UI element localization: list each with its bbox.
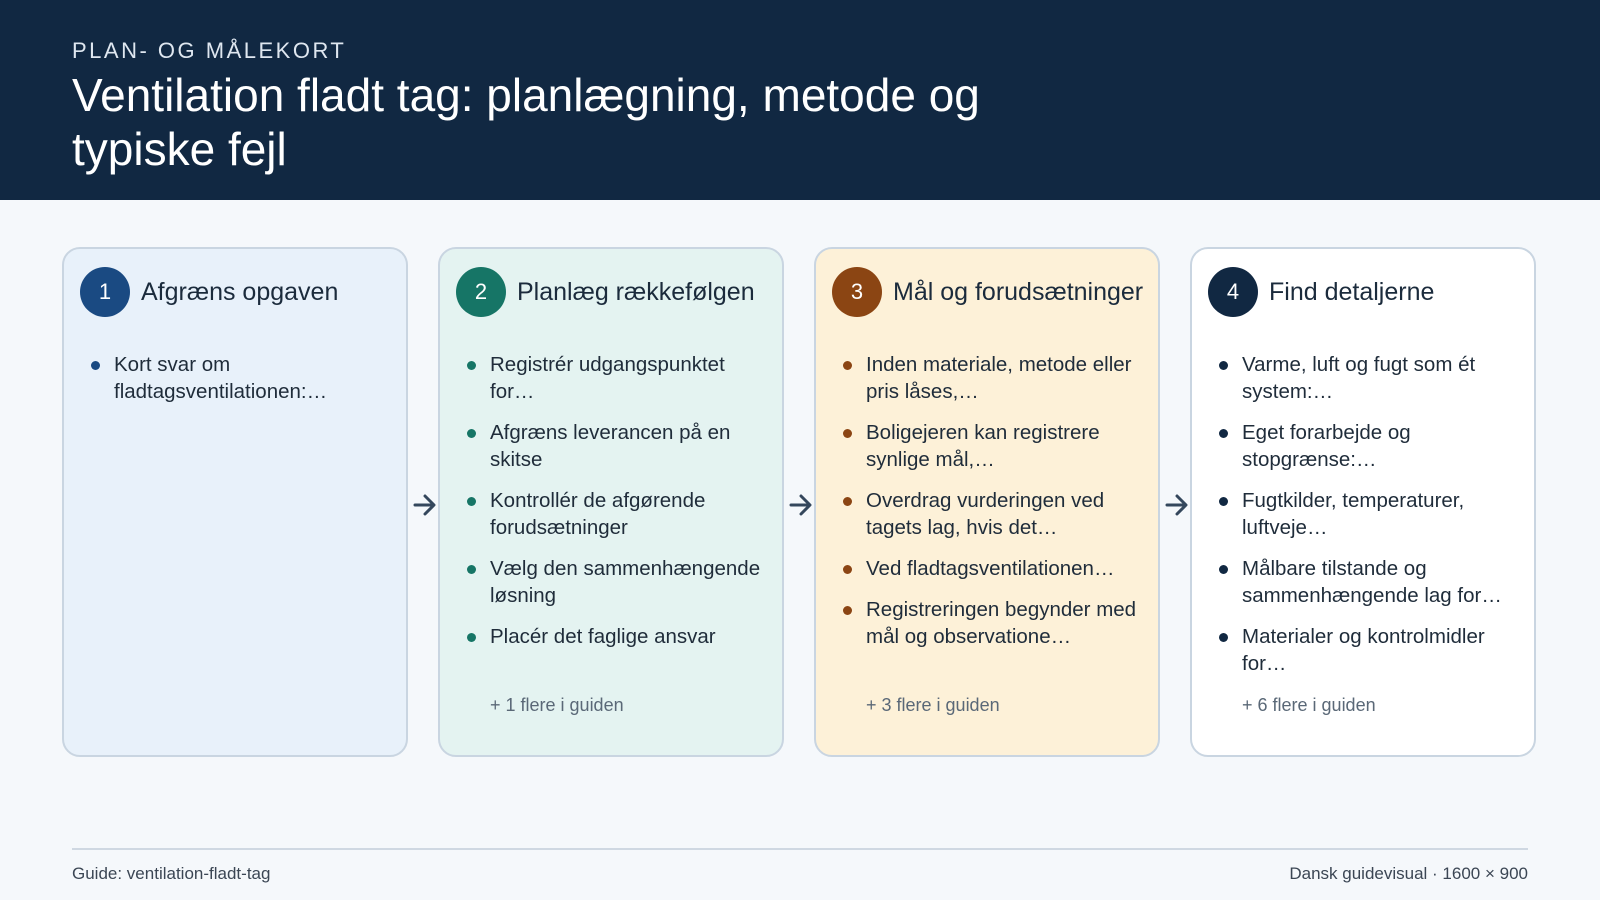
list-item (1192, 487, 1534, 541)
list-item-text: Placér det faglige ansvar (490, 625, 716, 648)
list-item-text: Ved fladtagsventilationen… (866, 557, 1115, 580)
list-item (440, 487, 782, 541)
list-item (816, 351, 1158, 405)
step-card-header (1208, 267, 1538, 317)
list-item-text: Kontrollér de afgørende forudsætninger (490, 489, 706, 539)
list-item (816, 596, 1158, 650)
list-item (1192, 623, 1534, 677)
bullet-dot-icon (91, 361, 100, 370)
bullet-dot-icon (843, 361, 852, 370)
list-item-text: Boligejeren kan registrere synlige mål,… (866, 421, 1100, 471)
list-item (1192, 555, 1534, 609)
step-title: Afgræns opgaven (141, 278, 339, 306)
flow-arrow-icon (789, 492, 813, 518)
bullet-dot-icon (843, 429, 852, 438)
more-in-guide-note: + 1 flere i guiden (490, 695, 624, 715)
list-item (816, 419, 1158, 473)
step-title: Mål og forudsætninger (893, 278, 1144, 306)
bullet-dot-icon (843, 497, 852, 506)
list-item (1192, 351, 1534, 405)
bullet-dot-icon (843, 565, 852, 574)
list-item-text: Afgræns leverancen på en skitse (490, 421, 731, 471)
header-banner (0, 0, 1600, 200)
flow-arrow-icon (413, 492, 437, 518)
step-card-4 (1190, 247, 1536, 757)
step-card-2 (438, 247, 784, 757)
bullet-dot-icon (1219, 497, 1228, 506)
bullet-dot-icon (467, 565, 476, 574)
list-item (1192, 419, 1534, 473)
step-card-1 (62, 247, 408, 757)
bullet-dot-icon (1219, 429, 1228, 438)
step-title: Find detaljerne (1269, 278, 1435, 306)
list-item (440, 555, 782, 609)
more-in-guide-note: + 6 flere i guiden (1242, 695, 1376, 715)
list-item (440, 419, 782, 473)
footer-guide-label: Guide: ventilation-fladt-tag (72, 864, 271, 883)
footer-divider (72, 848, 1528, 850)
list-item-text: Materialer og kontrolmidler for… (1242, 625, 1485, 675)
list-item-text: Registrér udgangspunktet for… (490, 353, 725, 403)
step-item-list (1192, 351, 1534, 691)
bullet-dot-icon (1219, 361, 1228, 370)
list-item-text: Målbare tilstande og sammenhængende lag for… (1242, 557, 1502, 607)
more-in-guide-note: + 3 flere i guiden (866, 695, 1000, 715)
step-title: Planlæg rækkefølgen (517, 278, 755, 306)
step-card-header (832, 267, 1162, 317)
page-title: Ventilation fladt tag: planlægning, metode og typiske fejl (72, 69, 980, 175)
step-item-list (816, 351, 1158, 664)
list-item-text: Registreringen begynder med mål og observatione… (866, 598, 1137, 648)
list-item-text: Kort svar om fladtagsventilationen:… (114, 353, 328, 403)
flow-arrow-icon (1165, 492, 1189, 518)
bullet-dot-icon (1219, 565, 1228, 574)
bullet-dot-icon (843, 606, 852, 615)
bullet-dot-icon (467, 633, 476, 642)
list-item-text: Varme, luft og fugt som ét system:… (1242, 353, 1476, 403)
list-item (816, 487, 1158, 541)
list-item-text: Vælg den sammenhængende løsning (490, 557, 761, 607)
list-item (440, 623, 782, 650)
step-card-header (456, 267, 786, 317)
footer-meta-label: Dansk guidevisual · 1600 × 900 (1289, 864, 1528, 883)
step-number-badge: 4 (1208, 267, 1258, 317)
list-item-text: Fugtkilder, temperaturer, luftveje… (1242, 489, 1465, 539)
list-item (440, 351, 782, 405)
bullet-dot-icon (467, 429, 476, 438)
step-card-3 (814, 247, 1160, 757)
step-item-list (440, 351, 782, 664)
step-item-list (64, 351, 406, 419)
list-item-text: Overdrag vurderingen ved tagets lag, hvis det… (866, 489, 1105, 539)
list-item-text: Inden materiale, metode eller pris låses,… (866, 353, 1132, 403)
bullet-dot-icon (1219, 633, 1228, 642)
list-item (64, 351, 406, 405)
step-number-badge: 3 (832, 267, 882, 317)
list-item (816, 555, 1158, 582)
eyebrow-label: PLAN- OG MÅLEKORT (72, 38, 347, 63)
step-number-badge: 2 (456, 267, 506, 317)
step-card-header (80, 267, 410, 317)
bullet-dot-icon (467, 361, 476, 370)
step-number-badge: 1 (80, 267, 130, 317)
bullet-dot-icon (467, 497, 476, 506)
list-item-text: Eget forarbejde og stopgrænse:… (1242, 421, 1411, 471)
